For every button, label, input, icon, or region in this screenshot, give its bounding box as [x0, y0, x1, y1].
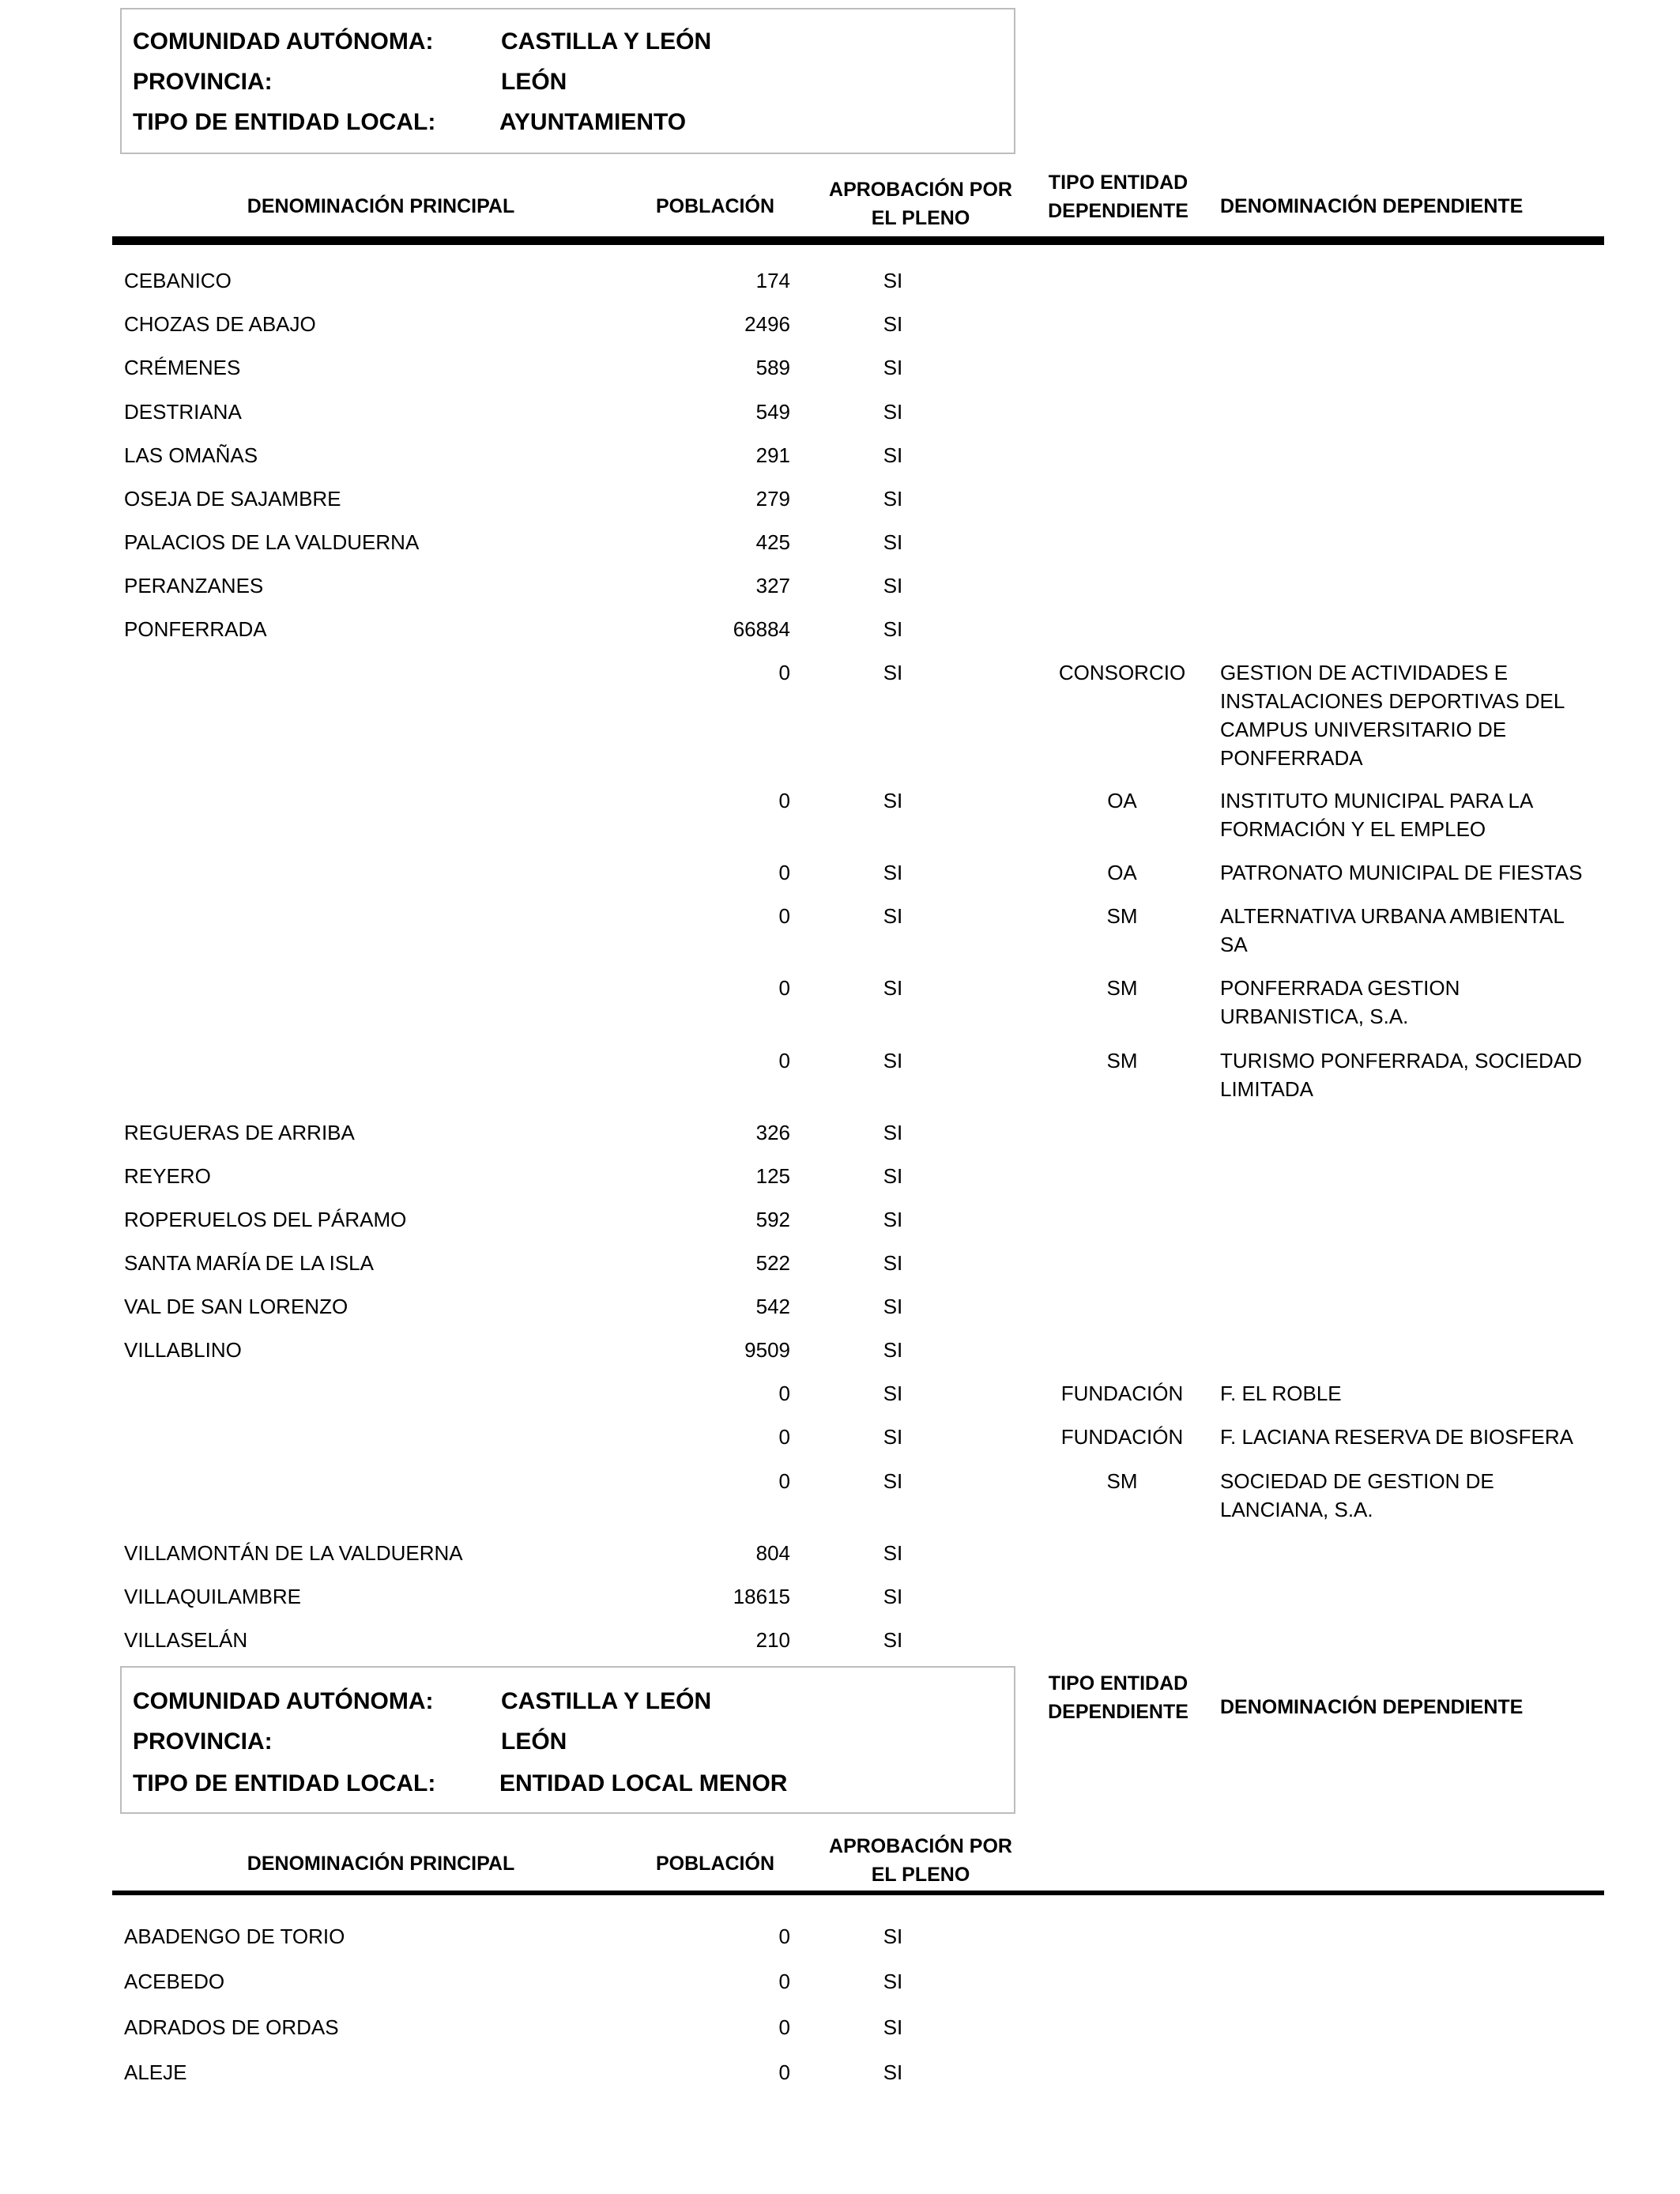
- aprobacion-cell: SI: [883, 1585, 903, 1608]
- denominacion-principal-cell: VAL DE SAN LORENZO: [124, 1295, 348, 1318]
- denominacion-principal-cell: DESTRIANA: [124, 400, 242, 424]
- aprobacion-cell: SI: [883, 574, 903, 598]
- table-row: [0, 1162, 1680, 1206]
- table-row: [0, 858, 1680, 903]
- denominacion-dependiente-cell: SOCIEDAD DE GESTION DE LANCIANA, S.A.: [1220, 1469, 1494, 1521]
- aprobacion-cell: SI: [883, 617, 903, 641]
- header-divider: [112, 236, 1604, 245]
- provincia-value: LEÓN: [501, 69, 567, 95]
- table-row: [0, 310, 1680, 354]
- poblacion-cell: 125: [755, 1164, 790, 1188]
- denominacion-principal-cell: CHOZAS DE ABAJO: [124, 312, 316, 336]
- section1-info-box: [120, 8, 1015, 154]
- poblacion-cell: 0: [778, 1924, 790, 1948]
- comunidad-value: CASTILLA Y LEÓN: [501, 1688, 712, 1714]
- denominacion-principal-cell: REYERO: [124, 1164, 211, 1188]
- tipo-entidad-value: AYUNTAMIENTO: [499, 109, 687, 135]
- table-row: [0, 2058, 1680, 2102]
- aprobacion-cell: SI: [883, 1164, 903, 1188]
- denominacion-dependiente-cell: ALTERNATIVA URBANA AMBIENTAL SA: [1220, 904, 1564, 956]
- aprobacion-cell: SI: [883, 1970, 903, 1993]
- table-row: [0, 786, 1680, 841]
- header-denominacion-dependiente: DENOMINACIÓN DEPENDIENTE: [1220, 1696, 1524, 1718]
- denominacion-dependiente-cell: F. LACIANA RESERVA DE BIOSFERA: [1220, 1425, 1573, 1449]
- denominacion-principal-cell: OSEJA DE SAJAMBRE: [124, 487, 341, 511]
- poblacion-cell: 0: [778, 1469, 790, 1493]
- denominacion-principal-cell: ABADENGO DE TORIO: [124, 1924, 345, 1948]
- poblacion-cell: 291: [755, 443, 790, 467]
- aprobacion-cell: SI: [883, 530, 903, 554]
- denominacion-principal-cell: SANTA MARÍA DE LA ISLA: [124, 1251, 374, 1275]
- poblacion-cell: 0: [778, 1970, 790, 1993]
- aprobacion-cell: SI: [883, 1425, 903, 1449]
- section2-info-box: [120, 1666, 1015, 1814]
- poblacion-cell: 9509: [744, 1338, 790, 1362]
- aprobacion-cell: SI: [883, 312, 903, 336]
- aprobacion-cell: SI: [883, 904, 903, 928]
- header-tipo-entidad-dependiente: TIPO ENTIDAD DEPENDIENTE: [1048, 172, 1188, 222]
- aprobacion-cell: SI: [883, 1541, 903, 1565]
- poblacion-cell: 0: [778, 904, 790, 928]
- aprobacion-cell: SI: [883, 1924, 903, 1948]
- poblacion-cell: 18615: [733, 1585, 790, 1608]
- table-row: [0, 1249, 1680, 1293]
- table-row: [0, 658, 1680, 770]
- comunidad-label: COMUNIDAD AUTÓNOMA:: [133, 1688, 434, 1714]
- header-tipo-entidad-dependiente: TIPO ENTIDAD DEPENDIENTE: [1048, 1672, 1188, 1723]
- table-row: [0, 484, 1680, 529]
- poblacion-cell: 804: [755, 1541, 790, 1565]
- table-row: [0, 974, 1680, 1028]
- tipo-entidad-cell: SM: [1106, 904, 1138, 928]
- comunidad-value: CASTILLA Y LEÓN: [501, 28, 712, 55]
- poblacion-cell: 327: [755, 574, 790, 598]
- aprobacion-cell: SI: [883, 1382, 903, 1405]
- aprobacion-cell: SI: [883, 1208, 903, 1231]
- poblacion-cell: 210: [755, 1628, 790, 1652]
- denominacion-principal-cell: ALEJE: [124, 2060, 187, 2084]
- denominacion-principal-cell: ACEBEDO: [124, 1970, 225, 1993]
- table-row: [0, 528, 1680, 572]
- poblacion-cell: 66884: [733, 617, 790, 641]
- denominacion-principal-cell: VILLABLINO: [124, 1338, 242, 1362]
- tipo-entidad-label: TIPO DE ENTIDAD LOCAL:: [133, 109, 436, 135]
- poblacion-cell: 522: [755, 1251, 790, 1275]
- table-row: [0, 1967, 1680, 2011]
- denominacion-principal-cell: ROPERUELOS DEL PÁRAMO: [124, 1208, 407, 1231]
- denominacion-dependiente-cell: PONFERRADA GESTION URBANISTICA, S.A.: [1220, 976, 1460, 1028]
- header-poblacion: POBLACIÓN: [656, 195, 774, 217]
- tipo-entidad-cell: OA: [1107, 789, 1137, 812]
- table-row: [0, 1118, 1680, 1163]
- table-row: [0, 615, 1680, 659]
- poblacion-cell: 589: [755, 356, 790, 379]
- poblacion-cell: 0: [778, 976, 790, 1000]
- table-row: [0, 1292, 1680, 1336]
- poblacion-cell: 279: [755, 487, 790, 511]
- aprobacion-cell: SI: [883, 2060, 903, 2084]
- denominacion-principal-cell: REGUERAS DE ARRIBA: [124, 1121, 355, 1144]
- aprobacion-cell: SI: [883, 1121, 903, 1144]
- table-row: [0, 2013, 1680, 2057]
- header-aprobacion-pleno: APROBACIÓN POR EL PLENO: [829, 1835, 1012, 1886]
- tipo-entidad-cell: OA: [1107, 861, 1137, 884]
- table-row: [0, 1205, 1680, 1250]
- poblacion-cell: 425: [755, 530, 790, 554]
- table-row: [0, 398, 1680, 442]
- aprobacion-cell: SI: [883, 1628, 903, 1652]
- aprobacion-cell: SI: [883, 1295, 903, 1318]
- denominacion-principal-cell: VILLAMONTÁN DE LA VALDUERNA: [124, 1541, 463, 1565]
- denominacion-dependiente-cell: GESTION DE ACTIVIDADES E INSTALACIONES DEPORTIVAS DEL CAMPUS UNIVERSITARIO DE PONFERRADA: [1220, 661, 1565, 770]
- table-row: [0, 1922, 1680, 1966]
- table-row: [0, 1336, 1680, 1380]
- tipo-entidad-cell: FUNDACIÓN: [1060, 1425, 1184, 1449]
- denominacion-principal-cell: ADRADOS DE ORDAS: [124, 2015, 339, 2039]
- table-row: [0, 571, 1680, 616]
- header-denominacion-principal: DENOMINACIÓN PRINCIPAL: [247, 195, 515, 217]
- aprobacion-cell: SI: [883, 443, 903, 467]
- table-row: [0, 1582, 1680, 1627]
- poblacion-cell: 0: [778, 2060, 790, 2084]
- denominacion-dependiente-cell: PATRONATO MUNICIPAL DE FIESTAS: [1220, 861, 1583, 884]
- comunidad-label: COMUNIDAD AUTÓNOMA:: [133, 28, 434, 55]
- aprobacion-cell: SI: [883, 1469, 903, 1493]
- provincia-label: PROVINCIA:: [133, 69, 273, 95]
- denominacion-dependiente-cell: F. EL ROBLE: [1220, 1382, 1342, 1405]
- table-row: [0, 353, 1680, 398]
- table-row: [0, 266, 1680, 311]
- aprobacion-cell: SI: [883, 356, 903, 379]
- table-row: [0, 1626, 1680, 1670]
- header-divider: [112, 1891, 1604, 1895]
- header-denominacion-principal: DENOMINACIÓN PRINCIPAL: [247, 1853, 515, 1875]
- denominacion-principal-cell: PALACIOS DE LA VALDUERNA: [124, 530, 420, 554]
- denominacion-principal-cell: CRÉMENES: [124, 356, 241, 379]
- aprobacion-cell: SI: [883, 2015, 903, 2039]
- poblacion-cell: 0: [778, 861, 790, 884]
- denominacion-principal-cell: LAS OMAÑAS: [124, 443, 258, 467]
- aprobacion-cell: SI: [883, 1251, 903, 1275]
- denominacion-dependiente-cell: TURISMO PONFERRADA, SOCIEDAD LIMITADA: [1220, 1049, 1582, 1101]
- tipo-entidad-cell: SM: [1106, 1049, 1138, 1072]
- provincia-value: LEÓN: [501, 1728, 567, 1755]
- aprobacion-cell: SI: [883, 976, 903, 1000]
- poblacion-cell: 0: [778, 2015, 790, 2039]
- poblacion-cell: 0: [778, 1049, 790, 1072]
- table-row: [0, 1539, 1680, 1583]
- header-poblacion: POBLACIÓN: [656, 1853, 774, 1875]
- tipo-entidad-value: ENTIDAD LOCAL MENOR: [499, 1770, 788, 1796]
- poblacion-cell: 0: [778, 1382, 790, 1405]
- aprobacion-cell: SI: [883, 1338, 903, 1362]
- poblacion-cell: 2496: [744, 312, 790, 336]
- denominacion-principal-cell: PERANZANES: [124, 574, 264, 598]
- table-row: [0, 441, 1680, 485]
- table-row: [0, 1467, 1680, 1521]
- poblacion-cell: 549: [755, 400, 790, 424]
- denominacion-dependiente-cell: INSTITUTO MUNICIPAL PARA LA FORMACIÓN Y EL EMPLEO: [1220, 789, 1532, 841]
- aprobacion-cell: SI: [883, 661, 903, 684]
- tipo-entidad-label: TIPO DE ENTIDAD LOCAL:: [133, 1770, 436, 1796]
- denominacion-principal-cell: VILLAQUILAMBRE: [124, 1585, 301, 1608]
- poblacion-cell: 0: [778, 1425, 790, 1449]
- denominacion-principal-cell: PONFERRADA: [124, 617, 267, 641]
- table-row: [0, 1379, 1680, 1423]
- header-denominacion-dependiente: DENOMINACIÓN DEPENDIENTE: [1220, 195, 1524, 217]
- table-row: [0, 1423, 1680, 1467]
- aprobacion-cell: SI: [883, 789, 903, 812]
- tipo-entidad-cell: CONSORCIO: [1058, 661, 1186, 684]
- poblacion-cell: 0: [778, 661, 790, 684]
- aprobacion-cell: SI: [883, 269, 903, 292]
- poblacion-cell: 542: [755, 1295, 790, 1318]
- aprobacion-cell: SI: [883, 1049, 903, 1072]
- poblacion-cell: 592: [755, 1208, 790, 1231]
- poblacion-cell: 174: [755, 269, 790, 292]
- tipo-entidad-cell: FUNDACIÓN: [1060, 1382, 1184, 1405]
- poblacion-cell: 0: [778, 789, 790, 812]
- aprobacion-cell: SI: [883, 400, 903, 424]
- aprobacion-cell: SI: [883, 487, 903, 511]
- denominacion-principal-cell: CEBANICO: [124, 269, 232, 292]
- aprobacion-cell: SI: [883, 861, 903, 884]
- tipo-entidad-cell: SM: [1106, 976, 1138, 1000]
- table-row: [0, 1046, 1680, 1101]
- provincia-label: PROVINCIA:: [133, 1728, 273, 1755]
- denominacion-principal-cell: VILLASELÁN: [124, 1628, 248, 1652]
- tipo-entidad-cell: SM: [1106, 1469, 1138, 1493]
- table-row: [0, 902, 1680, 956]
- poblacion-cell: 326: [755, 1121, 790, 1144]
- header-aprobacion-pleno: APROBACIÓN POR EL PLENO: [829, 179, 1012, 229]
